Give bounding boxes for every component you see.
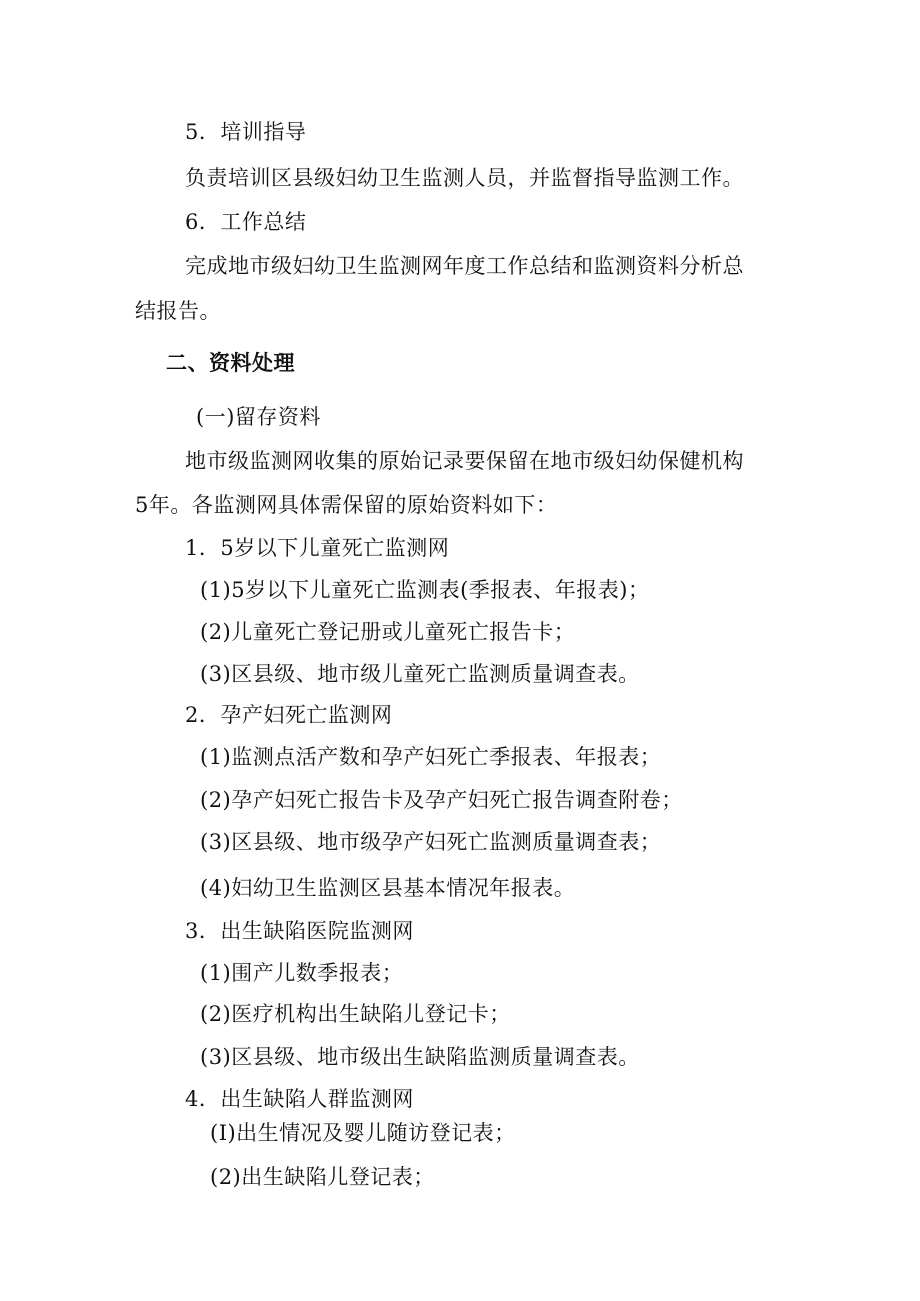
network-2-item: (4)妇幼卫生监测区县基本情况年报表。 xyxy=(200,876,576,900)
network-4-item: (2)出生缺陷儿登记表； xyxy=(210,1165,435,1189)
network-2-item: (2)孕产妇死亡报告卡及孕产妇死亡报告调查附卷； xyxy=(200,788,683,812)
network-4-item: (I)出生情况及婴儿随访登记表； xyxy=(210,1121,516,1145)
network-2-item: (3)区县级、地市级孕产妇死亡监测质量调查表； xyxy=(200,830,662,854)
network-1-item: (1)5岁以下儿童死亡监测表(季报表、年报表)； xyxy=(200,578,650,602)
item-6-title: 6．工作总结 xyxy=(185,210,307,234)
item-6-body-line2: 结报告。 xyxy=(135,299,221,323)
network-2-title: 2．孕产妇死亡监测网 xyxy=(185,703,393,727)
item-6-body-line1: 完成地市级妇幼卫生监测网年度工作总结和监测资料分析总 xyxy=(185,254,744,278)
subsection-1-body-line2: 5年。各监测网具体需保留的原始资料如下： xyxy=(135,493,558,517)
network-2-item: (1)监测点活产数和孕产妇死亡季报表、年报表； xyxy=(200,745,662,769)
network-4-title: 4．出生缺陷人群监测网 xyxy=(185,1087,414,1111)
section-heading-2: 二、资料处理 xyxy=(166,351,295,375)
subsection-1-title: (一)留存资料 xyxy=(196,405,321,429)
network-1-item: (3)区县级、地市级儿童死亡监测质量调查表。 xyxy=(200,662,640,686)
network-3-item: (2)医疗机构出生缺陷儿登记卡； xyxy=(200,1002,511,1026)
network-3-title: 3．出生缺陷医院监测网 xyxy=(185,919,414,943)
item-5-body: 负责培训区县级妇幼卫生监测人员，并监督指导监测工作。 xyxy=(185,166,744,190)
item-5-title: 5．培训指导 xyxy=(185,120,307,144)
network-3-item: (3)区县级、地市级出生缺陷监测质量调查表。 xyxy=(200,1045,640,1069)
network-1-title: 1．5岁以下儿童死亡监测网 xyxy=(185,536,450,560)
subsection-1-body-line1: 地市级监测网收集的原始记录要保留在地市级妇幼保健机构 xyxy=(185,449,744,473)
network-1-item: (2)儿童死亡登记册或儿童死亡报告卡； xyxy=(200,620,576,644)
network-3-item: (1)围产儿数季报表； xyxy=(200,961,404,985)
